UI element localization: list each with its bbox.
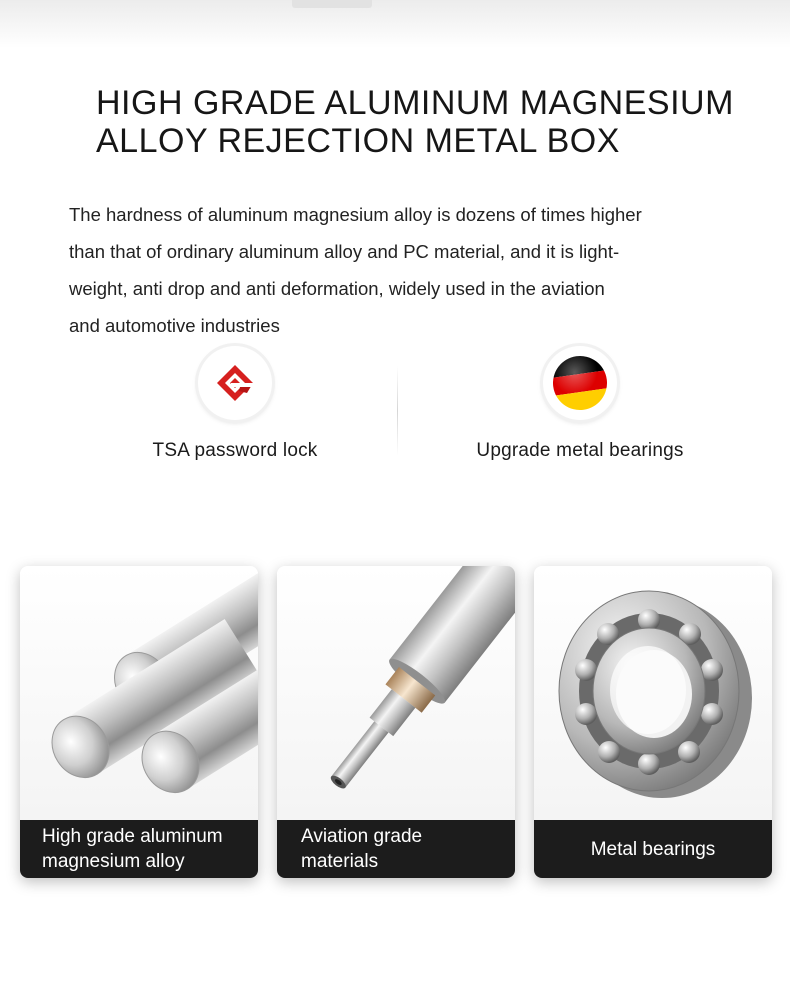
card-caption-line-2: materials (301, 851, 379, 872)
page-title-line-2: ALLOY REJECTION METAL BOX (96, 122, 620, 160)
card-caption-line-1: Aviation grade (301, 826, 423, 847)
feature-bearings-label: Upgrade metal bearings (476, 440, 684, 461)
metal-rods-image (20, 566, 258, 820)
card-caption-line-1: Metal bearings (590, 838, 716, 860)
description-line-4: and automotive industries (69, 315, 280, 336)
card-caption-line-1: High grade aluminum (42, 826, 223, 847)
page-title (96, 84, 756, 160)
card-metal-bearings (534, 566, 772, 878)
card-caption (277, 820, 515, 878)
card-caption-line-2: magnesium alloy (42, 851, 185, 872)
card-aluminum-alloy (20, 566, 258, 878)
aviation-shaft-image (277, 566, 515, 820)
feature-metal-bearings (450, 346, 710, 462)
ball-bearing-image (534, 566, 772, 820)
description-line-1: The hardness of aluminum magnesium alloy is dozens of times higher (69, 204, 642, 225)
description-line-3: weight, anti drop and anti deformation, widely used in the aviation (69, 278, 605, 299)
description-line-2: than that of ordinary aluminum alloy and PC material, and it is light- (69, 241, 620, 262)
tsa-lock-icon (198, 346, 272, 420)
description (69, 196, 759, 344)
top-tab (292, 0, 372, 8)
feature-divider (397, 366, 398, 456)
feature-tsa-lock (105, 346, 365, 462)
card-caption (534, 820, 772, 878)
page-title-line-1: HIGH GRADE ALUMINUM MAGNESIUM (96, 84, 734, 122)
germany-flag-icon (543, 346, 617, 420)
card-aviation-materials (277, 566, 515, 878)
card-caption (20, 820, 258, 878)
top-shade (0, 0, 790, 48)
feature-tsa-label: TSA password lock (152, 440, 318, 461)
